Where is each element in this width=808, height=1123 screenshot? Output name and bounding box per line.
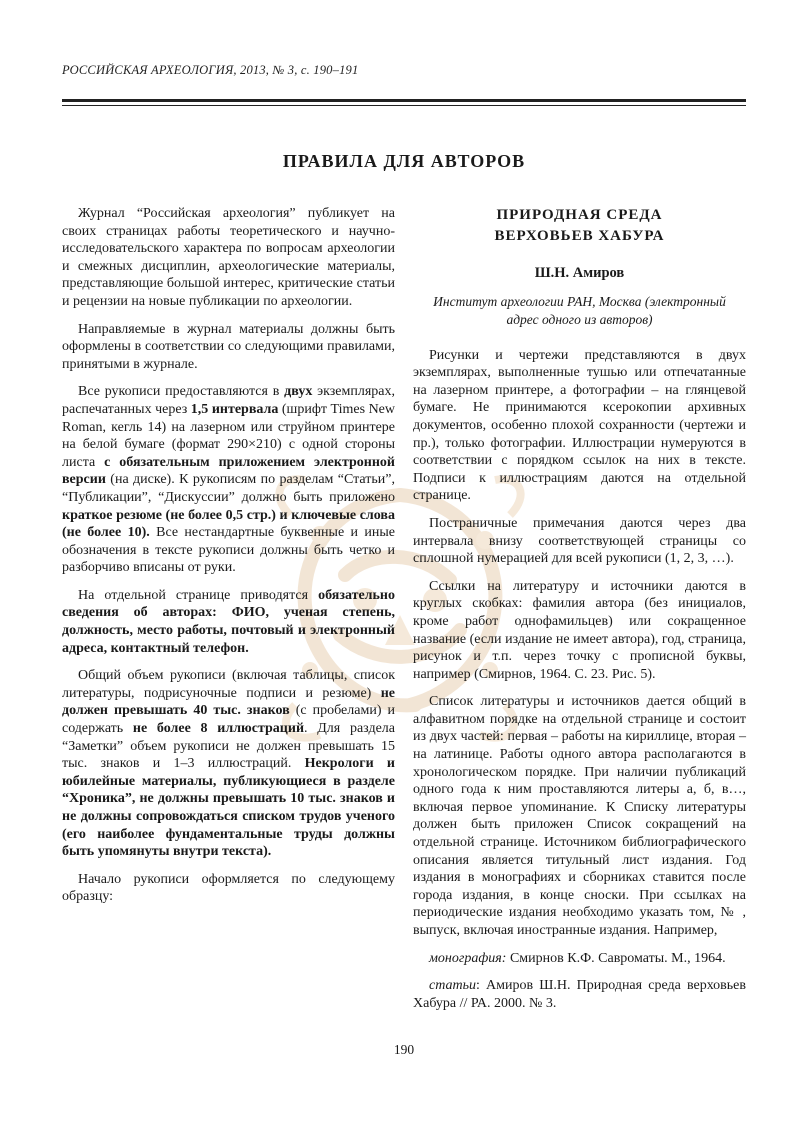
left-column <box>62 205 395 916</box>
page-number: 190 <box>393 1042 415 1057</box>
paragraph-format: Направляемые в журнал материалы должны быть оформлены в соответствии со следующими правилами, принятыми в журнале. <box>62 321 395 372</box>
paragraph-illustrations: Рисунки и чертежи представляются в двух экземплярах, выполненные тушью или отпечатанные на лазерном принтере, а фотографии – на глянцевой бумаге. Не принимаются ксерокопии архивных документов, особенно плохой сохранности (чертежи и пр.), только фотографии. Иллюстрации нумеруются в соответствии с порядком ссылок на них в тексте. Подписи к иллюстрациям даются на отдельной странице. <box>413 347 746 504</box>
header-rule-thin <box>62 105 746 106</box>
paragraph-sample-intro: Начало рукописи оформляется по следующему образцу: <box>62 871 395 905</box>
header-rule-thick <box>62 99 746 102</box>
paragraph-footnotes: Постраничные примечания даются через два интервала внизу соответствующей страницы со сплошной нумерацией для всей рукописи (1, 2, 3, …). <box>413 515 746 567</box>
example-article: статьи: Амиров Ш.Н. Природная среда верховьев Хабура // РА. 2000. № 3. <box>413 978 746 1011</box>
example-monograph: монография: Смирнов К.Ф. Савроматы. М., 1964. <box>429 950 726 966</box>
sample-institution: Институт археологии РАН, Москва (электронный адрес одного из авторов) <box>433 293 726 327</box>
paragraph-manuscripts: Все рукописи предоставляются в двух экземплярах, распечатанных через 1,5 интервала (шрифт Times New Roman, кегль 14) на лазерном или струйном принтере на белой бумаге (формат 290×210) с одной стороны листа с обязательным приложением электронной версии (на диске). К рукописям по разделам “Статьи”, “Публикации”, “Дискуссии” должно быть приложено краткое резюме (не более 0,5 стр.) и ключевые слова (не более 10). Все нестандартные буквенные и иные обозначения в тексте рукописи должны быть четко и разборчиво вписаны от руки. <box>62 384 395 576</box>
paragraph-volume: Общий объем рукописи (включая таблицы, список литературы, подрисуночные подписи и резюме) не должен превышать 40 тыс. знаков (с пробелами) и содержать не более 8 иллюстраций. Для раздела “Заметки” объем рукописи не должен превышать 15 тыс. знаков и 1–3 иллюстраций. Некрологи и юбилейные материалы, публикующиеся в разделе “Хроника”, не должны превышать 10 тыс. знаков и не должны сопровождаться списком трудов ученого (его наиболее фундаментальные труды должны быть упомянуты внутри текста). <box>62 668 395 860</box>
right-column <box>413 205 746 1022</box>
paragraph-references: Ссылки на литературу и источники даются в круглых скобках: фамилия автора (без инициалов, кроме работ однофамильцев) или сокращенное название (если издание не имеет автора), год, страница, рисунок и т.п. через точку с прописной буквы, например (Смирнов, 1964. С. 23. Рис. 5). <box>413 578 746 682</box>
page-title: ПРАВИЛА ДЛЯ АВТОРОВ <box>282 151 526 171</box>
paragraph-bibliography: Список литературы и источников дается общий в алфавитном порядке на отдельной странице и состоит из двух частей: первая – работы на кириллице, вторая – на латинице. Работы одного автора располагаются в хронологическом порядке. При наличии публикаций одного года к ним проставляются литеры а, б, в…, включая первое упоминание. К Списку литературы должен быть приложен Список сокращений на отдельной странице. Источником библиографического описания является титульный лист издания. Год издания в монографиях и сборниках ставится после города издания, в конце сноски. При ссылках на периодические издания необходимо указать том, № , выпуск, включая иностранные издания. Например, <box>413 694 746 938</box>
paragraph-intro: Журнал “Российская археология” публикует на своих страницах работы теоретического и научно-исследовательского характера по вопросам археологии и смежных дисциплин, археологические материалы, представляющие большой интерес, критические статьи и рецензии на новые публикации по археологии. <box>62 206 395 309</box>
paragraph-authors-info: На отдельной странице приводятся обязательно сведения об авторах: ФИО, ученая степень, должность, место работы, почтовый и электронный адреса, контактный телефон. <box>62 587 395 656</box>
sample-article-title: ПРИРОДНАЯ СРЕДА ВЕРХОВЬЕВ ХАБУРА <box>494 207 665 244</box>
sample-author: Ш.Н. Амиров <box>534 265 625 281</box>
running-header: РОССИЙСКАЯ АРХЕОЛОГИЯ, 2013, № 3, с. 190–191 <box>62 63 359 77</box>
